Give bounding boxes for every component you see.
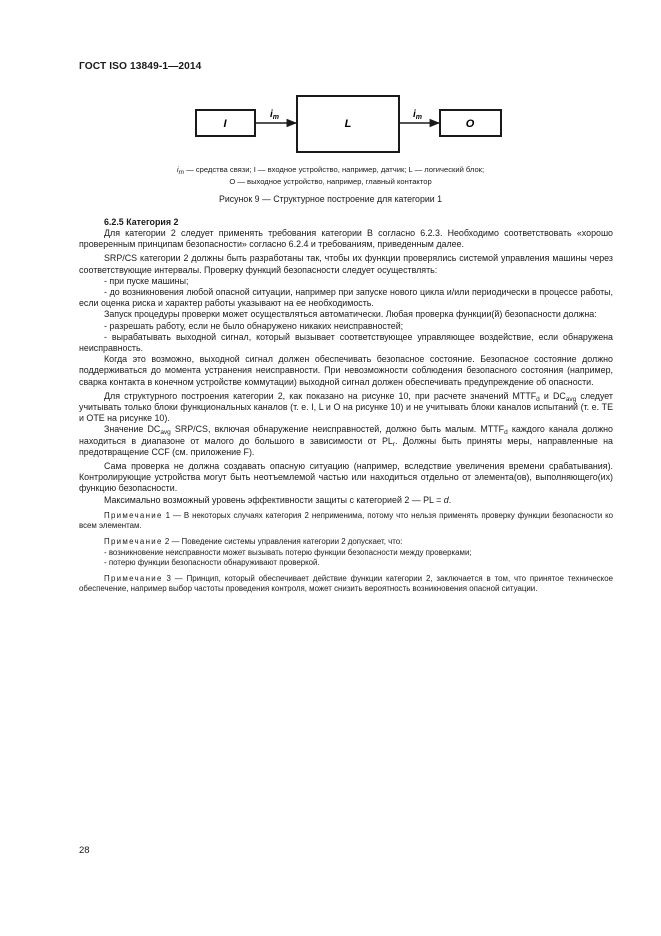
document-header: ГОСТ ISO 13849-1—2014 (79, 61, 202, 72)
logic-block-label: L (344, 118, 352, 130)
output-block-label: O (465, 118, 475, 130)
note-2: Примечание 2 — Поведение системы управления категории 2 допускает, что: - возникновение неисправности может вызывать потерю функции безопасности между проверками; - потерю функции безопасности обнаруживают проверкой. (79, 537, 613, 569)
note-3: Примечание 3 — Принцип, который обеспечивает действие функции категории 2, заключается в том, что принятое техническое обеспечение, например выбор частоты проведения контроля, может снизить вероятность возникновения опасной ситуации. (79, 573, 613, 594)
paragraph-2: SRP/CS категории 2 должны быть разработаны так, чтобы их функции проверялись системой управления машины через соответствующие интервалы. Проверку функций безопасности следует осуществлять: (79, 253, 613, 275)
note-label: Примечание (104, 510, 163, 520)
list-item: - потерю функции безопасности обнаруживают проверкой. (104, 558, 320, 568)
list-item: - возникновение неисправности может вызывать потерю функции безопасности между проверками; (104, 547, 472, 557)
section-body (79, 216, 613, 595)
paragraph-8: Максимально возможный уровень эффективности защиты с категорией 2 — PL = d. (104, 494, 452, 505)
paragraph-3: Запуск процедуры проверки может осуществляться автоматически. Любая проверка функции(й) безопасности должна: (104, 309, 597, 320)
page-number: 28 (79, 845, 90, 856)
paragraph-7: Сама проверка не должна создавать опасную ситуацию (например, вследствие увеличения времени срабатывания). Контролирующие устройства могут быть неотъемлемой частью или находиться отдельно от элемента(ов), выполняющего(их) функцию безопасности. (79, 461, 613, 494)
paragraph-5: Для структурного построения категории 2, как показано на рисунке 10, при расчете значений $MTTF_d$ и $DC_{avg}$ следует учитывать только блоки функциональных каналов (т. е. I, L и O на рисунке 10) и не учитывать блоки каналов испытаний (т. е. TE и OTE на рисунке 10). (79, 390, 613, 424)
signal-label-2: $i_m$ (413, 109, 423, 121)
figure-legend-line-2: O — выходное устройство, например, главный контактор (229, 177, 432, 186)
signal-label-1: $i_m$ (270, 109, 280, 121)
input-block-label: I (223, 118, 227, 130)
paragraph-1: Для категории 2 следует применять требования категории В согласно 6.2.3. Необходимо соответствовать «хорошо проверенным принципам безопасности» согласно 6.2.4 и требованиям, приведенным далее. (79, 228, 613, 250)
paragraph-6: Значение $DC_{avg}$ SRP/CS, включая обнаружение неисправностей, должно быть малым. $MTTF_d$ каждого канала должно находиться в диапазоне от малого до большого в зависимости от $PL_r$. Должны быть приняты меры, направленные на предотвращение CCF (см. приложение F). (79, 424, 613, 457)
list-item: - разрешать работу, если не было обнаружено никаких неисправностей; (104, 320, 404, 331)
list-item: - вырабатывать выходной сигнал, который вызывает соответствующее управляющее воздействие, если обнаружена неисправность. (79, 331, 613, 354)
figure-title: Рисунок 9 — Структурное построение для категории 1 (219, 194, 442, 204)
note-label: Примечание (104, 573, 163, 583)
paragraph-4: Когда это возможно, выходной сигнал должен обеспечивать безопасное состояние. Безопасное состояние должно поддерживаться до момента устранения неисправности. При невозможности соблюдения безопасного состояния (например, сварка контакта в конечном устройстве коммутации) выходной сигнал должен обеспечивать предупреждение об опасности. (79, 354, 613, 387)
note-1: Примечание 1 — В некоторых случаях категория 2 неприменима, потому что нельзя применять проверку функции безопасности ко всем элементам. (79, 510, 613, 531)
list-item: - при пуске машины; (104, 275, 189, 286)
section-heading: 6.2.5 Категория 2 (104, 217, 179, 227)
figure-legend-line-1: $i_m$ — средства связи; I — входное устройство, например, датчик; L — логический блок; (176, 165, 485, 176)
note-label: Примечание (104, 537, 163, 547)
list-item: - до возникновения любой опасной ситуации, например при запуске нового цикла и/или периодически в процессе работы, если оценка риска и характер работы указывают на ее необходимость. (79, 287, 613, 309)
